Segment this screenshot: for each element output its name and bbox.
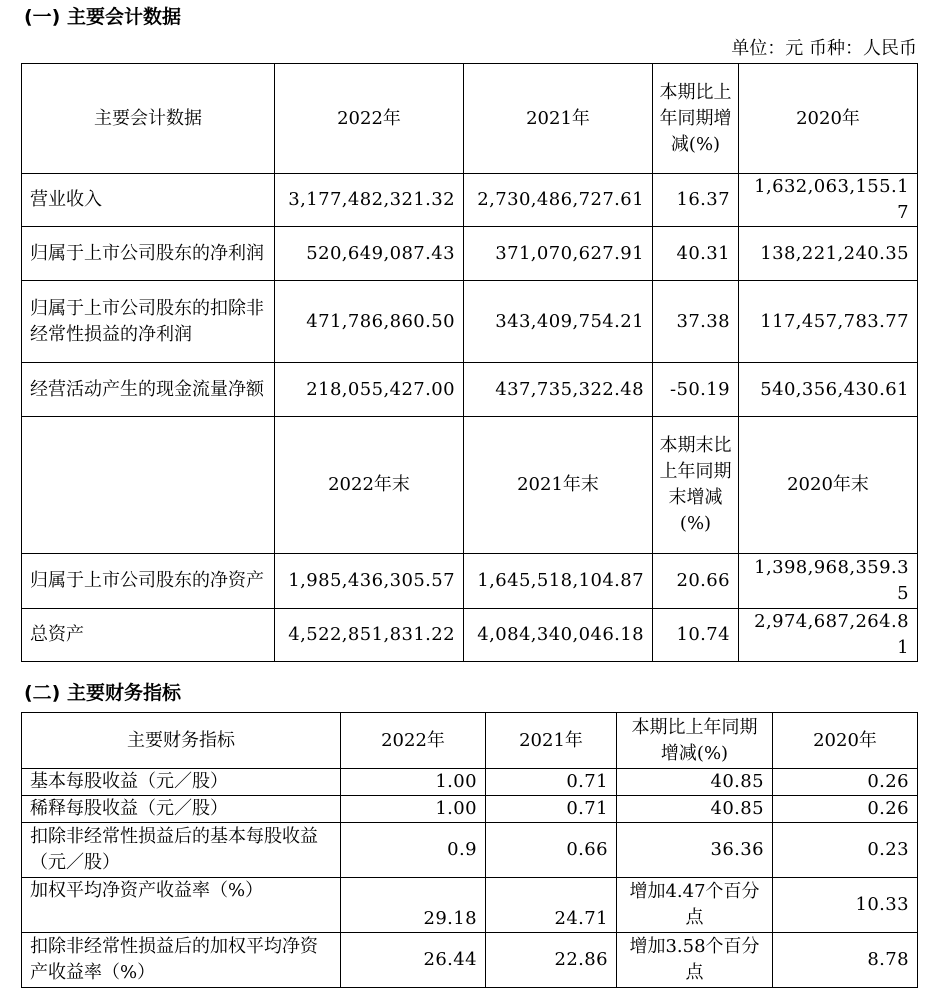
value-cell: 10.74 (653, 609, 739, 662)
row-label: 归属于上市公司股东的扣除非经常性损益的净利润 (22, 281, 275, 363)
header-cell: 本期比上年同期增减(%) (653, 64, 739, 174)
value-cell: 增加3.58个百分点 (617, 933, 773, 988)
header-cell: 2021年 (486, 713, 617, 769)
header-cell: 2021年 (464, 64, 653, 174)
value-cell: 24.71 (486, 878, 617, 933)
table-row (22, 769, 918, 796)
section1-heading: (一) 主要会计数据 (24, 6, 181, 28)
header-cell: 2020年末 (739, 417, 918, 554)
row-label: 经营活动产生的现金流量净额 (22, 363, 275, 417)
value-cell: 2,730,486,727.61 (464, 174, 653, 227)
table-row (22, 363, 918, 417)
header-cell: 主要财务指标 (22, 713, 341, 769)
value-cell: 0.71 (486, 769, 617, 796)
value-cell: 10.33 (773, 878, 918, 933)
row-label: 扣除非经常性损益后的加权平均净资产收益率（%） (22, 933, 341, 988)
header-cell: 2022年 (341, 713, 486, 769)
value-cell: 4,522,851,831.22 (275, 609, 464, 662)
value-cell: 0.9 (341, 823, 486, 878)
header-cell: 2022年 (275, 64, 464, 174)
row-label: 稀释每股收益（元／股） (22, 796, 341, 823)
table-row (22, 823, 918, 878)
value-cell: 1,645,518,104.87 (464, 554, 653, 609)
row-label: 营业收入 (22, 174, 275, 227)
table-row (22, 227, 918, 281)
row-label: 总资产 (22, 609, 275, 662)
table-row (22, 174, 918, 227)
row-label: 归属于上市公司股东的净资产 (22, 554, 275, 609)
value-cell: 218,055,427.00 (275, 363, 464, 417)
header-cell: 主要会计数据 (22, 64, 275, 174)
row-label: 加权平均净资产收益率（%） (22, 878, 341, 933)
value-cell: 437,735,322.48 (464, 363, 653, 417)
value-cell: 471,786,860.50 (275, 281, 464, 363)
value-cell: 29.18 (341, 878, 486, 933)
header-cell: 本期末比上年同期末增减(%) (653, 417, 739, 554)
value-cell: 371,070,627.91 (464, 227, 653, 281)
value-cell: 22.86 (486, 933, 617, 988)
value-cell: 1.00 (341, 796, 486, 823)
value-cell: 36.36 (617, 823, 773, 878)
value-cell: 增加4.47个百分点 (617, 878, 773, 933)
value-cell: 0.26 (773, 796, 918, 823)
table-row (22, 281, 918, 363)
table-row (22, 933, 918, 988)
value-cell: 40.31 (653, 227, 739, 281)
table-row (22, 878, 918, 933)
value-cell: 138,221,240.35 (739, 227, 918, 281)
value-cell: 20.66 (653, 554, 739, 609)
value-cell: -50.19 (653, 363, 739, 417)
table-header-row (22, 64, 918, 174)
header-cell: 2020年 (739, 64, 918, 174)
row-label: 基本每股收益（元／股） (22, 769, 341, 796)
main-accounting-data-table (21, 63, 918, 662)
table-row (22, 554, 918, 609)
value-cell: 26.44 (341, 933, 486, 988)
table-row (22, 609, 918, 662)
value-cell: 1,398,968,359.35 (739, 554, 918, 609)
value-cell: 343,409,754.21 (464, 281, 653, 363)
table-header-row (22, 417, 918, 554)
value-cell: 520,649,087.43 (275, 227, 464, 281)
value-cell: 0.23 (773, 823, 918, 878)
row-label: 扣除非经常性损益后的基本每股收益（元／股） (22, 823, 341, 878)
value-cell: 2,974,687,264.81 (739, 609, 918, 662)
table-header-row (22, 713, 918, 769)
value-cell: 117,457,783.77 (739, 281, 918, 363)
value-cell: 1,985,436,305.57 (275, 554, 464, 609)
value-cell: 8.78 (773, 933, 918, 988)
value-cell: 0.66 (486, 823, 617, 878)
row-label: 归属于上市公司股东的净利润 (22, 227, 275, 281)
header-cell: 本期比上年同期增减(%) (617, 713, 773, 769)
value-cell: 1,632,063,155.17 (739, 174, 918, 227)
value-cell: 16.37 (653, 174, 739, 227)
header-cell: 2021年末 (464, 417, 653, 554)
main-financial-indicators-table (21, 712, 918, 988)
value-cell: 540,356,430.61 (739, 363, 918, 417)
value-cell: 1.00 (341, 769, 486, 796)
value-cell: 40.85 (617, 769, 773, 796)
value-cell: 4,084,340,046.18 (464, 609, 653, 662)
value-cell: 37.38 (653, 281, 739, 363)
value-cell: 0.71 (486, 796, 617, 823)
header-cell: 2020年 (773, 713, 918, 769)
unit-currency-note: 单位：元 币种：人民币 (731, 38, 917, 59)
header-cell (22, 417, 275, 554)
value-cell: 40.85 (617, 796, 773, 823)
table-row (22, 796, 918, 823)
value-cell: 3,177,482,321.32 (275, 174, 464, 227)
value-cell: 0.26 (773, 769, 918, 796)
section2-heading: (二) 主要财务指标 (24, 682, 181, 704)
header-cell: 2022年末 (275, 417, 464, 554)
